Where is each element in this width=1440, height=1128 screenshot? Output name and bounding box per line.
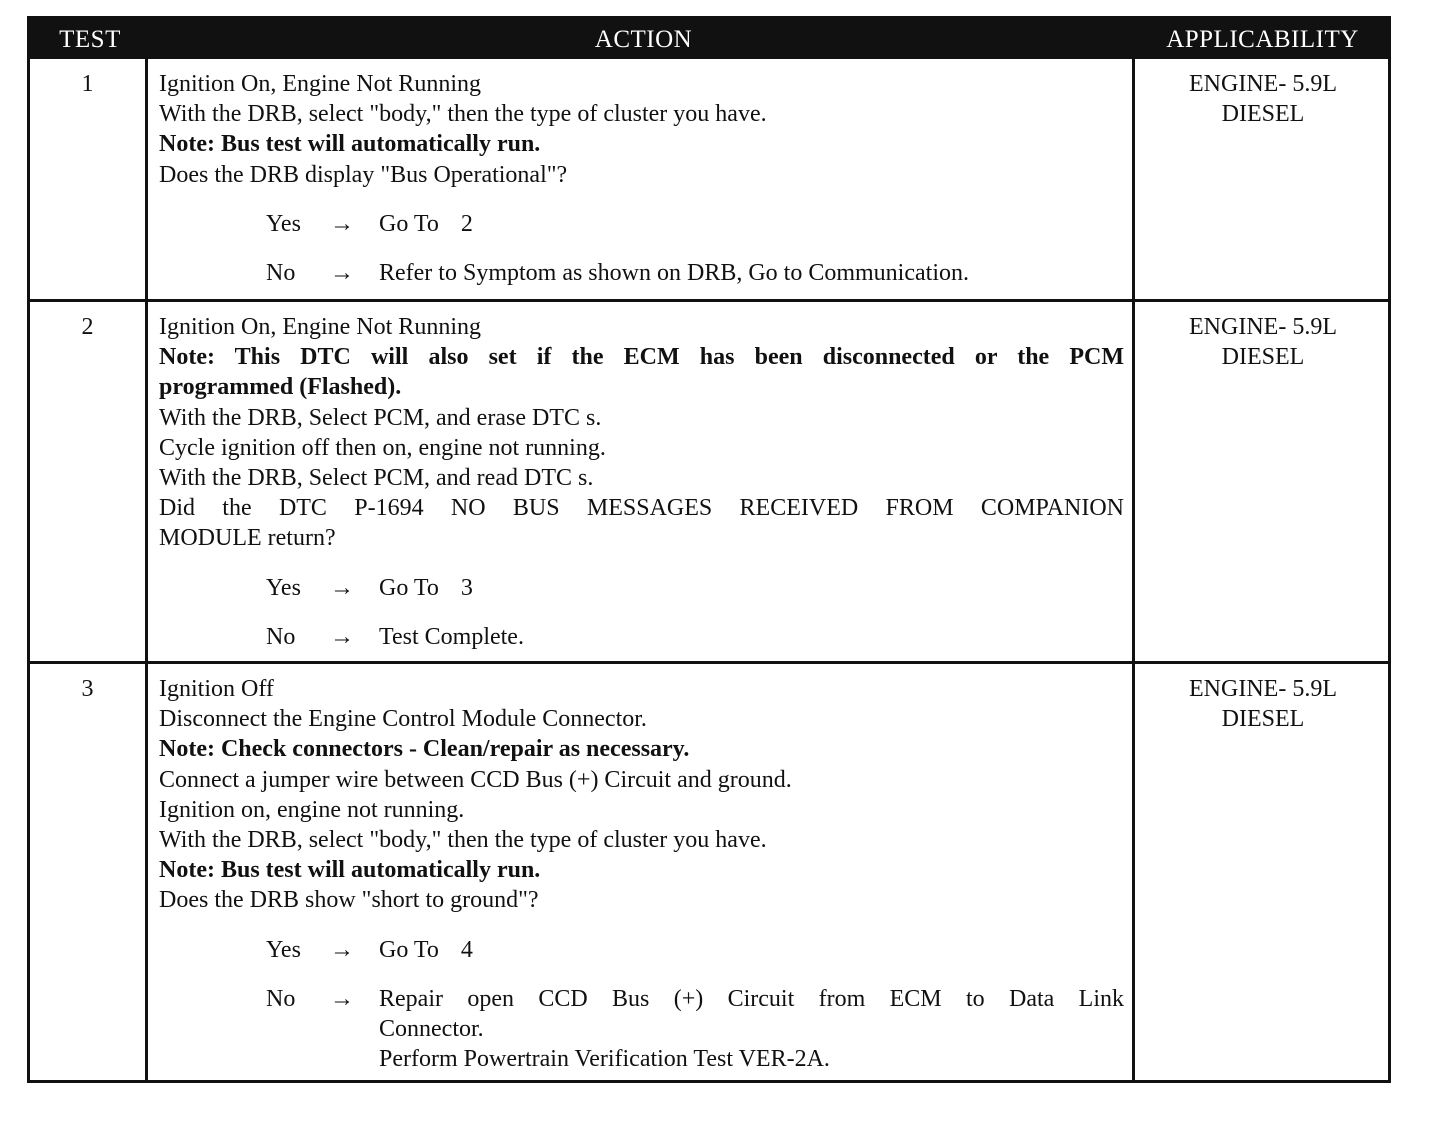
no-outcome — [159, 622, 1124, 652]
no-outcome-line: Connector. — [379, 1015, 484, 1042]
test-applicability — [1138, 302, 1388, 661]
yes-outcome — [159, 935, 1124, 965]
action-line: With the DRB, select "body," then the type of cluster you have. — [159, 101, 767, 128]
yes-label: Yes — [266, 210, 301, 237]
right-arrow-icon: → — [330, 936, 354, 963]
test-number: 1 — [30, 59, 148, 299]
header-applicability: APPLICABILITY — [1166, 26, 1359, 53]
action-line: With the DRB, Select PCM, and read DTC s. — [159, 465, 594, 492]
table-row — [30, 661, 1388, 1080]
no-outcome-line: Perform Powertrain Verification Test VER-2A. — [379, 1046, 830, 1073]
applicability-engine: ENGINE- 5.9L — [1189, 676, 1337, 702]
yes-label: Yes — [266, 936, 301, 963]
yes-outcome — [159, 573, 1124, 603]
no-outcome-text: Test Complete. — [379, 623, 524, 650]
diagnostic-test-table — [27, 16, 1391, 1083]
action-line: Cycle ignition off then on, engine not running. — [159, 434, 606, 461]
table-row — [30, 299, 1388, 661]
no-label: No — [266, 985, 296, 1012]
applicability-fuel: DIESEL — [1221, 101, 1305, 127]
test-action — [151, 59, 1135, 299]
action-line: Disconnect the Engine Control Module Connector. — [159, 706, 647, 733]
action-question: Does the DRB show "short to ground"? — [159, 887, 539, 914]
no-label: No — [266, 259, 296, 286]
action-note: Note: Bus test will automatically run. — [159, 131, 541, 158]
action-line: With the DRB, Select PCM, and erase DTC s. — [159, 404, 602, 431]
action-question: Did the DTC P-1694 NO BUS MESSAGES RECEIVED FROM COMPANION — [159, 495, 1124, 522]
action-line: With the DRB, select "body," then the type of cluster you have. — [159, 827, 767, 854]
header-action: ACTION — [594, 26, 693, 53]
action-question-continued: MODULE return? — [159, 525, 336, 552]
right-arrow-icon: → — [330, 623, 354, 650]
action-line: Ignition Off — [159, 676, 274, 702]
applicability-engine: ENGINE- 5.9L — [1189, 71, 1337, 97]
yes-label: Yes — [266, 574, 301, 601]
go-to-text: Go To — [379, 574, 439, 601]
action-question: Does the DRB display "Bus Operational"? — [159, 161, 568, 188]
action-line: Ignition on, engine not running. — [159, 796, 465, 823]
action-note: Note: Bus test will automatically run. — [159, 857, 541, 884]
right-arrow-icon: → — [330, 574, 354, 601]
no-outcome-text: Refer to Symptom as shown on DRB, Go to Communication. — [379, 259, 969, 286]
test-number: 3 — [30, 664, 148, 1080]
action-line: Ignition On, Engine Not Running — [159, 314, 481, 340]
action-note-continued: programmed (Flashed). — [159, 374, 402, 401]
right-arrow-icon: → — [330, 259, 354, 286]
test-action — [151, 302, 1135, 661]
test-number: 2 — [30, 302, 148, 661]
test-action — [151, 664, 1135, 1080]
test-applicability — [1138, 59, 1388, 299]
action-line: Connect a jumper wire between CCD Bus (+) Circuit and ground. — [159, 766, 792, 793]
go-to-target: 2 — [460, 210, 473, 237]
table-row — [30, 59, 1388, 299]
go-to-text: Go To — [379, 936, 439, 963]
no-outcome — [159, 984, 1124, 1075]
applicability-fuel: DIESEL — [1221, 344, 1305, 370]
no-outcome-text — [379, 984, 1124, 1075]
no-outcome — [159, 258, 1124, 288]
applicability-fuel: DIESEL — [1221, 706, 1305, 732]
applicability-engine: ENGINE- 5.9L — [1189, 314, 1337, 340]
no-label: No — [266, 623, 296, 650]
right-arrow-icon: → — [330, 210, 354, 237]
action-note: Note: This DTC will also set if the ECM has been disconnected or the PCM — [159, 344, 1124, 371]
no-outcome-line: Repair open CCD Bus (+) Circuit from ECM to Data Link — [379, 985, 1124, 1012]
test-applicability — [1138, 664, 1388, 1080]
header-test: TEST — [59, 26, 121, 53]
action-note: Note: Check connectors - Clean/repair as necessary. — [159, 736, 690, 763]
right-arrow-icon: → — [330, 985, 354, 1012]
action-line: Ignition On, Engine Not Running — [159, 71, 481, 97]
table-header — [30, 19, 1388, 59]
go-to-target: 4 — [460, 936, 473, 963]
go-to-text: Go To — [379, 210, 439, 237]
yes-outcome — [159, 209, 1124, 239]
go-to-target: 3 — [460, 574, 473, 601]
